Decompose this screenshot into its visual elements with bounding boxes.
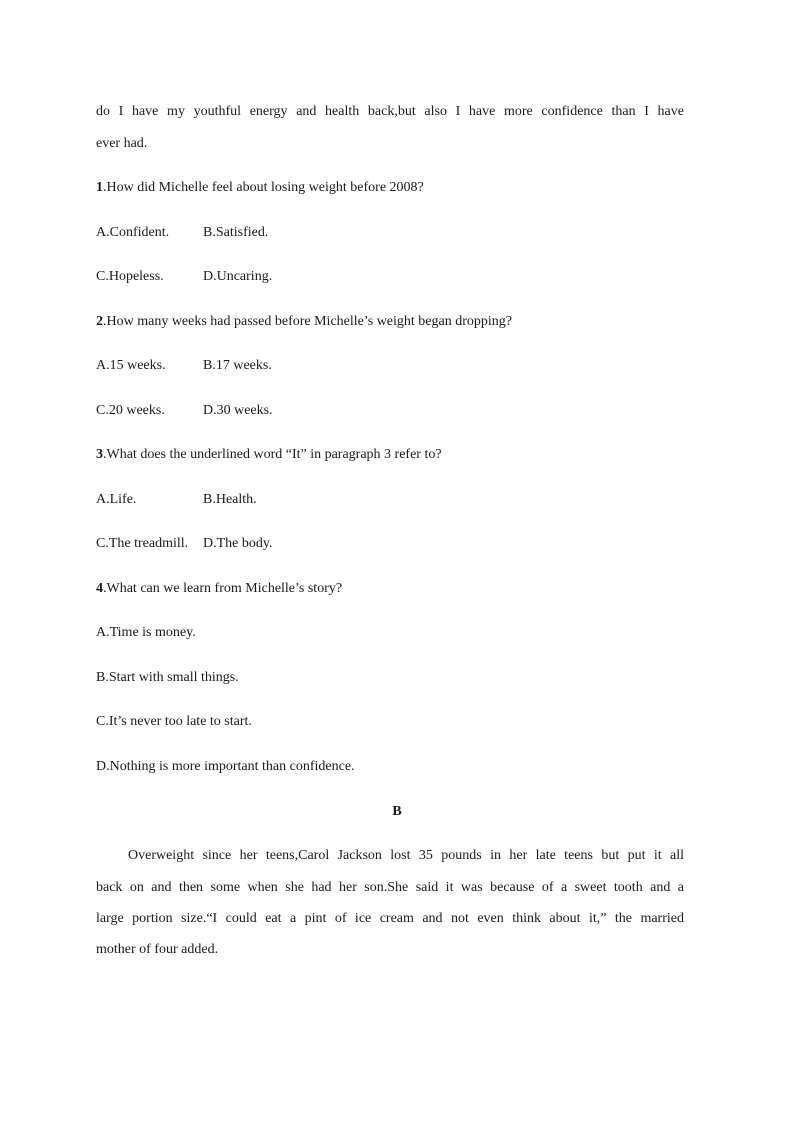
option-d[interactable]: D.Uncaring.	[203, 269, 273, 284]
question-text: .What does the underlined word “It” in paragraph 3 refer to?	[103, 447, 442, 462]
option-c[interactable]: C.Hopeless.	[96, 269, 164, 284]
paragraph-line-1: Overweight since her teens,Carol Jackson lost 35 pounds in her late teens but put it all	[128, 848, 684, 863]
section-heading: B	[392, 804, 402, 819]
option-a[interactable]: A.Time is money.	[96, 625, 196, 640]
question-1	[96, 179, 424, 197]
question-4	[96, 580, 342, 598]
question-text: .How many weeks had passed before Michelle’s weight began dropping?	[103, 314, 512, 329]
option-a[interactable]: A.Life.	[96, 492, 137, 507]
question-1-options-row-2	[96, 268, 273, 286]
option-d[interactable]: D.The body.	[203, 536, 273, 551]
question-text: .How did Michelle feel about losing weight before 2008?	[103, 180, 424, 195]
question-1-options-row-1	[96, 224, 269, 242]
option-c[interactable]: C.The treadmill.	[96, 536, 189, 551]
option-d[interactable]: D.Nothing is more important than confidence.	[96, 759, 355, 774]
option-a[interactable]: A.15 weeks.	[96, 358, 166, 373]
paragraph-line-2: back on and then some when she had her son.She said it was because of a sweet tooth and a	[96, 880, 684, 895]
question-number: 1	[96, 180, 103, 195]
question-2-options-row-2	[96, 402, 273, 420]
option-d[interactable]: D.30 weeks.	[203, 403, 273, 418]
paragraph-line-4: mother of four added.	[96, 942, 219, 957]
question-2-options-row-1	[96, 357, 272, 375]
option-b[interactable]: B.Satisfied.	[203, 225, 269, 240]
paragraph-line-3: large portion size.“I could eat a pint of ice cream and not even think about it,” the married	[96, 911, 684, 926]
question-number: 4	[96, 581, 103, 596]
intro-line-2: ever had.	[96, 136, 148, 151]
question-3-options-row-2	[96, 535, 273, 553]
option-b[interactable]: B.17 weeks.	[203, 358, 272, 373]
question-3-options-row-1	[96, 491, 257, 509]
question-3	[96, 446, 442, 464]
intro-line-1: do I have my youthful energy and health back,but also I have more confidence than I have	[96, 104, 684, 119]
question-number: 2	[96, 314, 103, 329]
option-b[interactable]: B.Start with small things.	[96, 670, 239, 685]
option-c[interactable]: C.20 weeks.	[96, 403, 165, 418]
question-number: 3	[96, 447, 103, 462]
question-text: .What can we learn from Michelle’s story?	[103, 581, 343, 596]
option-c[interactable]: C.It’s never too late to start.	[96, 714, 252, 729]
option-b[interactable]: B.Health.	[203, 492, 257, 507]
question-2	[96, 313, 512, 331]
option-a[interactable]: A.Confident.	[96, 225, 170, 240]
